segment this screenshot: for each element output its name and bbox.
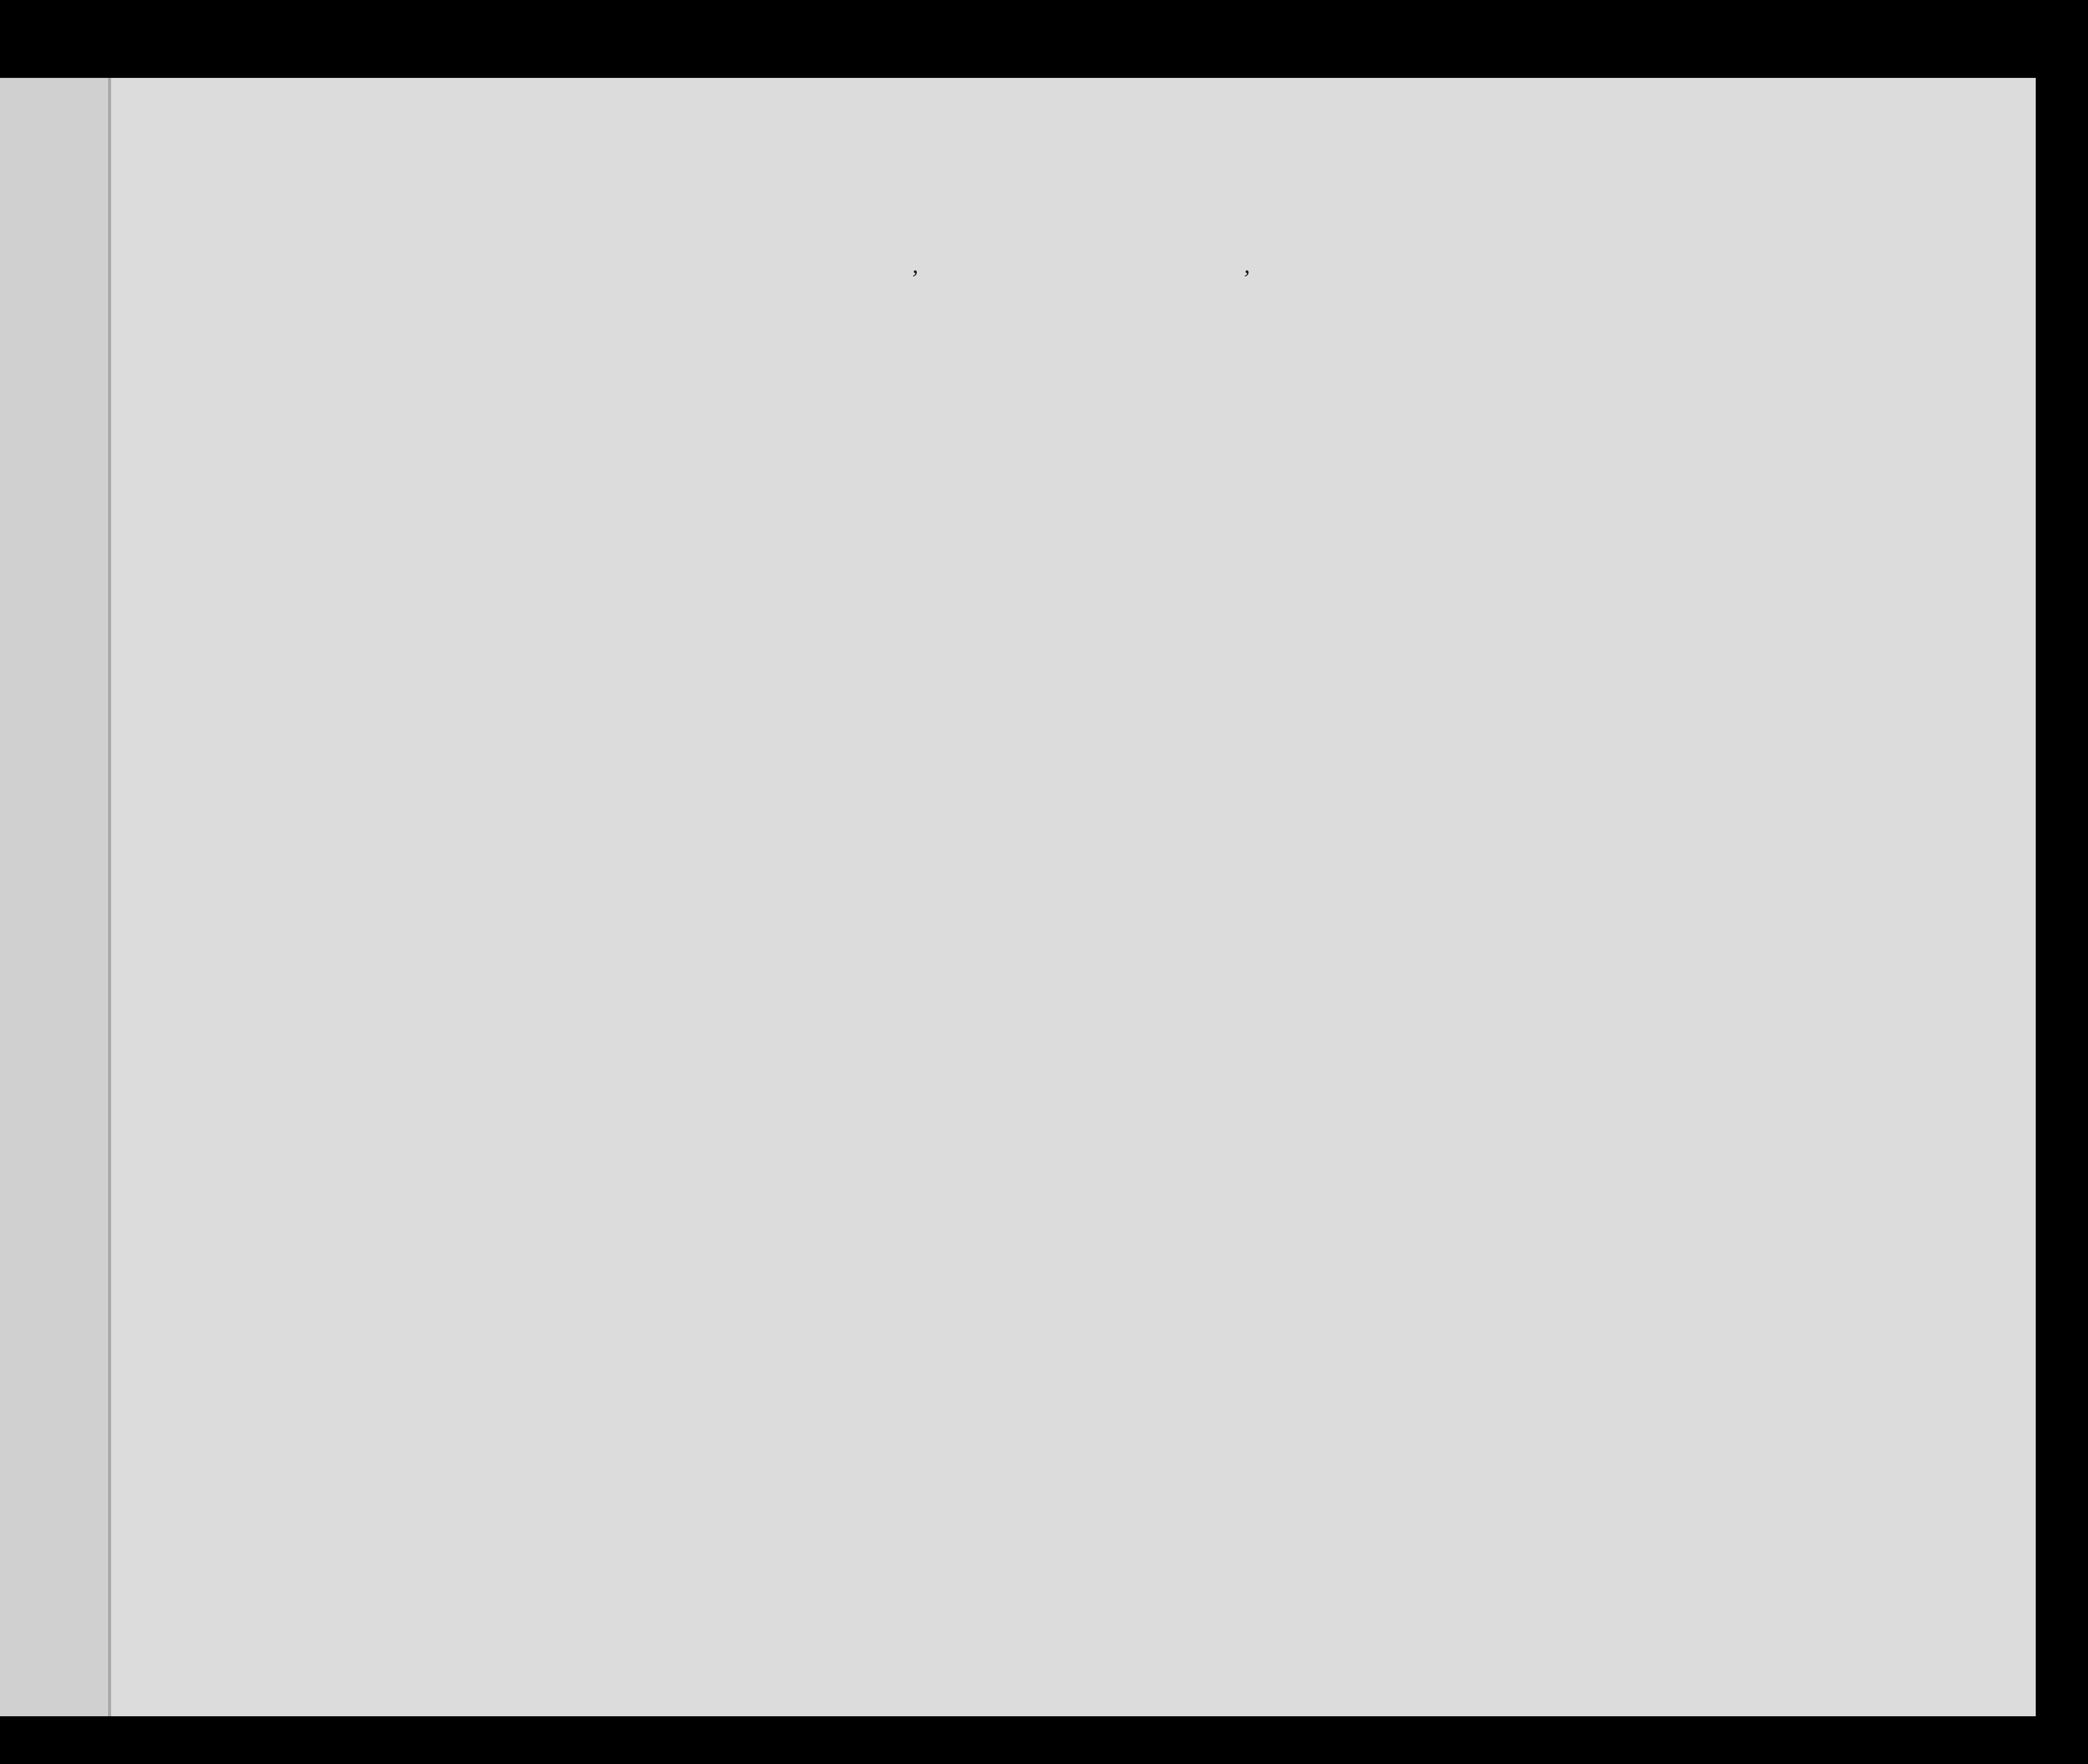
port-comma: , <box>912 252 918 278</box>
date-comma: , <box>1244 252 1250 278</box>
